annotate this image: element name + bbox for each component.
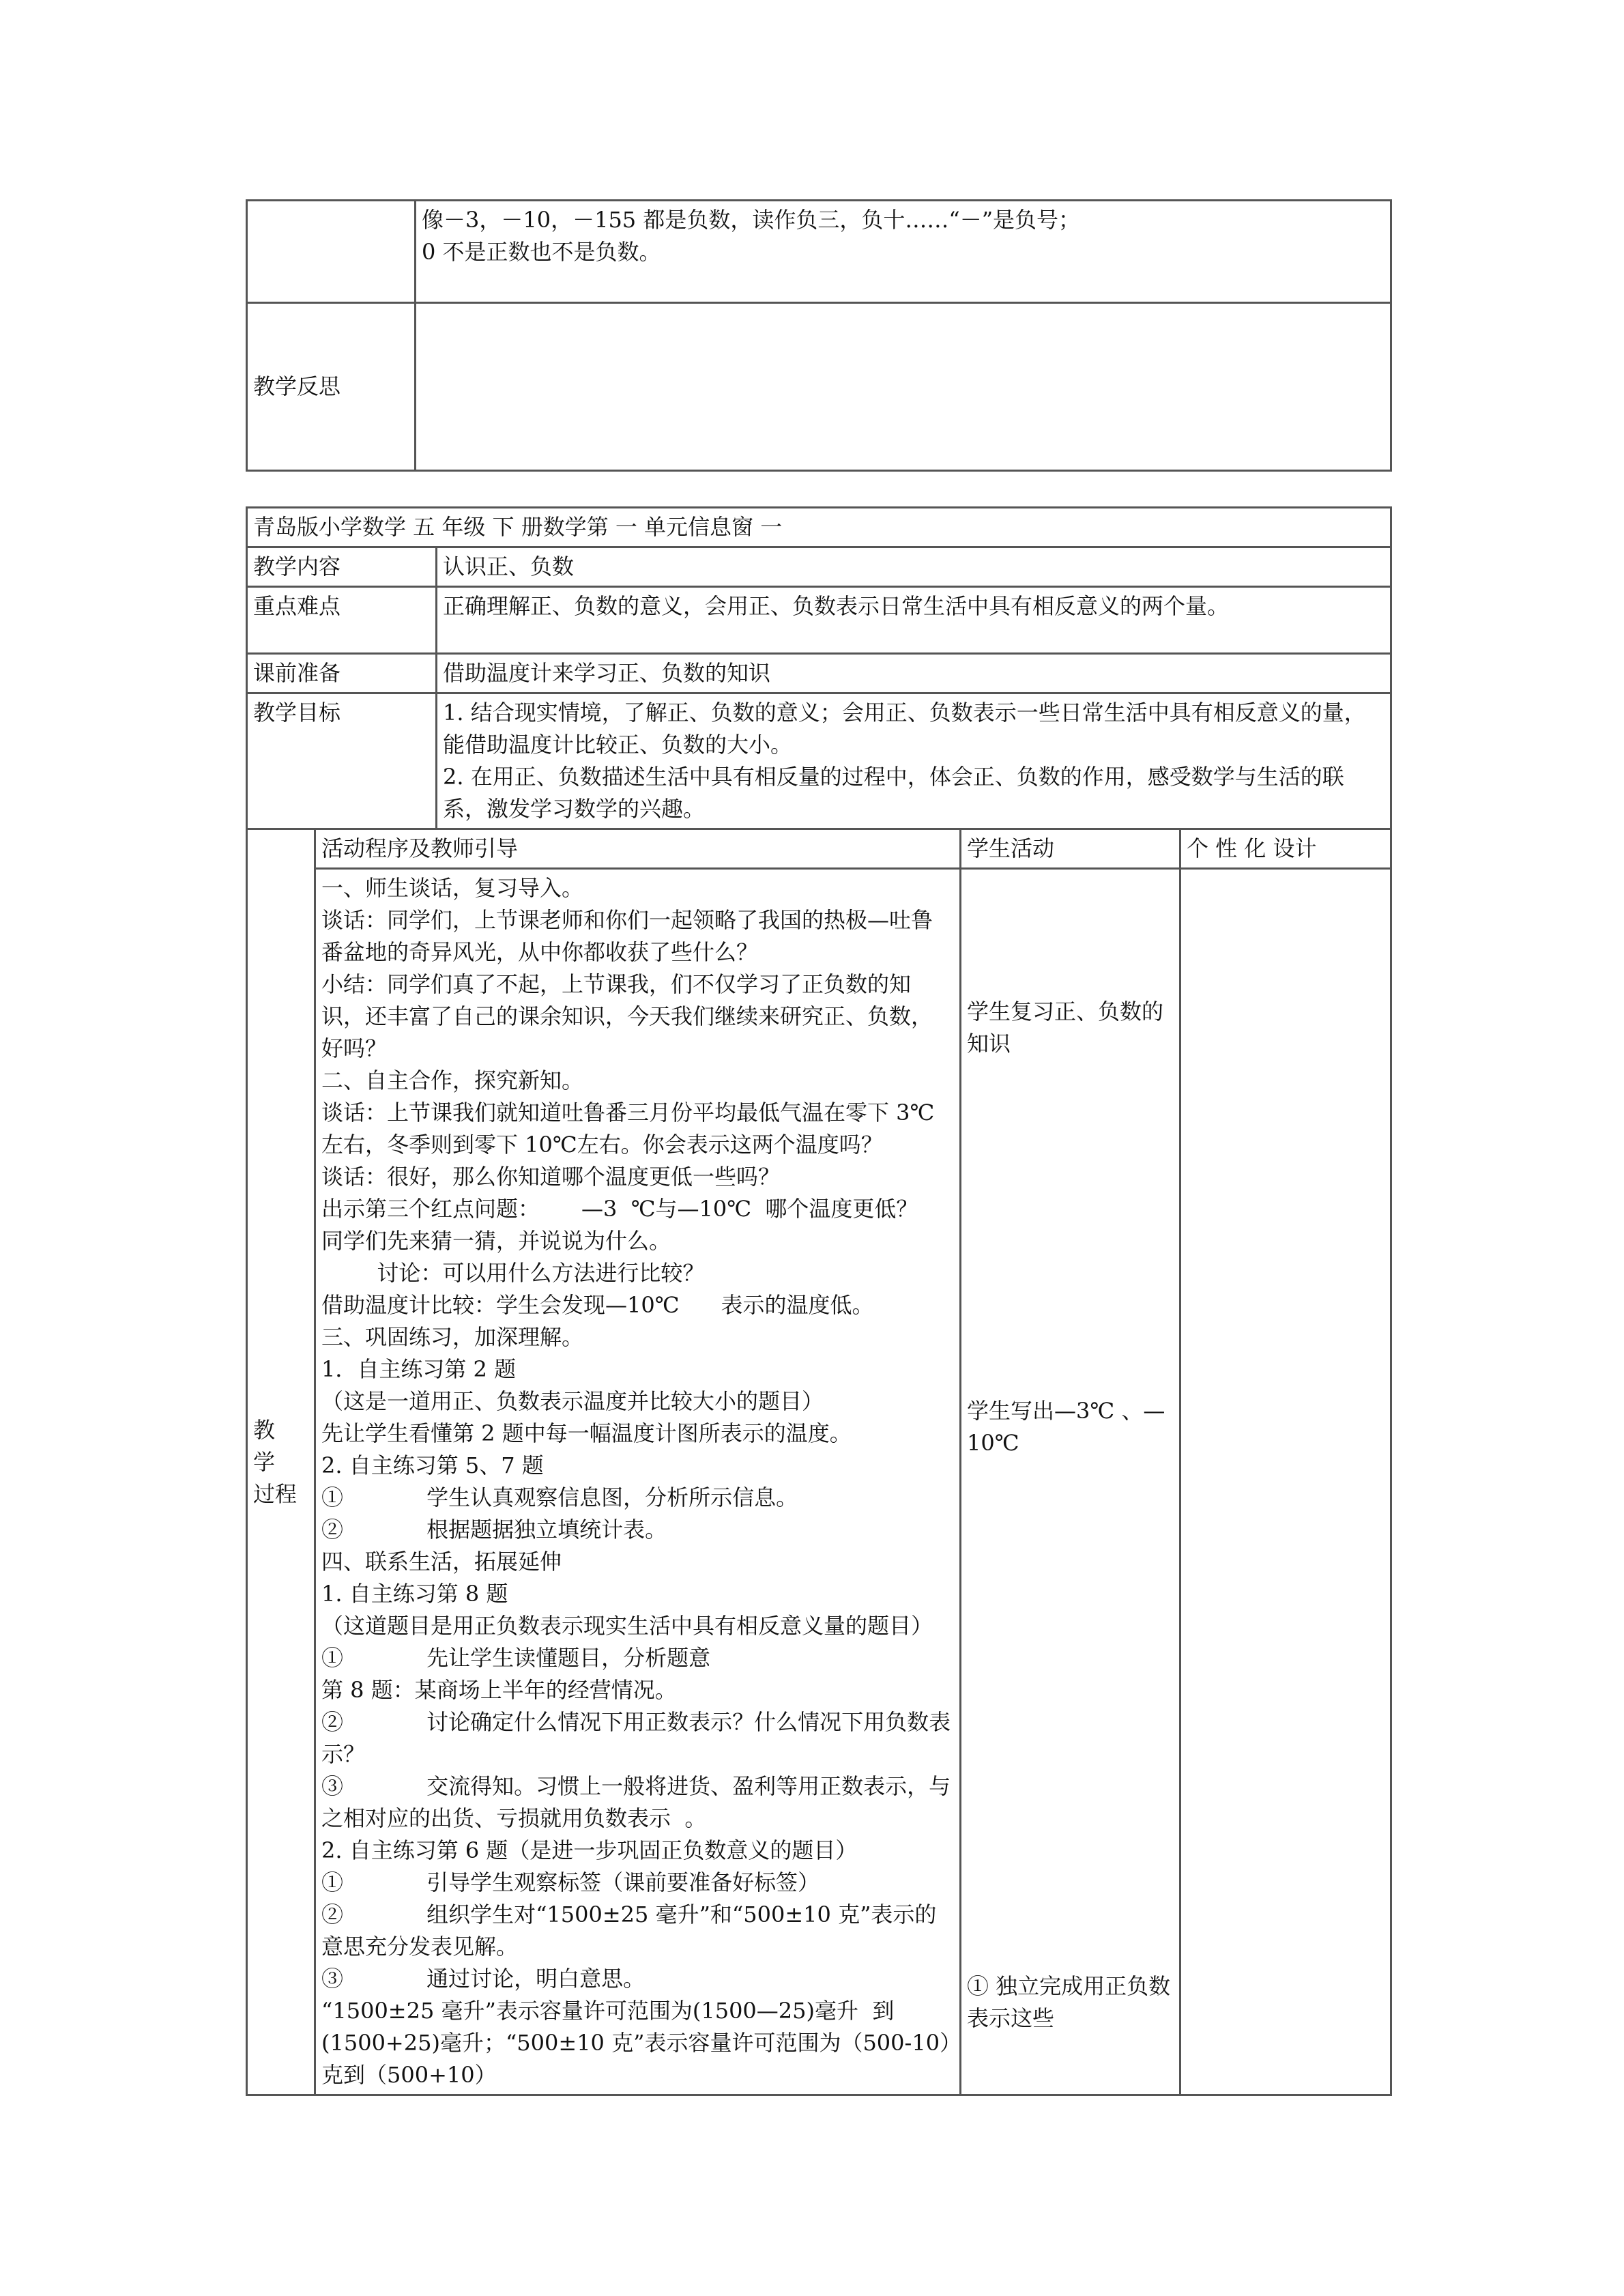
activity-line: 借助温度计比较：学生会发现—10℃ 表示的温度低。 [321, 1292, 874, 1318]
activity-line: 先让学生看懂第 2 题中每一幅温度计图所表示的温度。 [321, 1420, 852, 1446]
activity-line: ① 先让学生读懂题目，分析题意 [321, 1645, 711, 1671]
note-line-2: 0 不是正数也不是负数。 [422, 239, 661, 265]
goal-value [437, 693, 1391, 829]
activity-line: ② 讨论确定什么情况下用正数表示？什么情况下用负数表示？ [321, 1709, 951, 1767]
activity-line: 第 8 题：某商场上半年的经营情况。 [321, 1677, 677, 1703]
activity-line: （这是一道用正、负数表示温度并比较大小的题目） [321, 1388, 824, 1414]
key-value: 正确理解正、负数的意义，会用正、负数表示日常生活中具有相反意义的两个量。 [437, 587, 1391, 654]
empty-label-cell [247, 201, 416, 303]
activity-line: 2. 自主练习第 6 题（是进一步巩固正负数意义的题目） [321, 1837, 858, 1863]
activity-line: 四、联系生活，拓展延伸 [321, 1549, 562, 1575]
student-activity-column [961, 869, 1180, 2095]
activity-line: 2. 自主练习第 5、7 题 [321, 1452, 544, 1478]
activity-list [321, 872, 954, 2091]
content-label: 教学内容 [247, 547, 437, 587]
lesson-plan-table [246, 506, 1392, 2096]
goal-2: 2. 在用正、负数描述生活中具有相反量的过程中，体会正、负数的作用，感受数学与生活的联系，激发学习数学的兴趣。 [443, 764, 1344, 822]
activity-line: ② 组织学生对“1500±25 毫升”和“500±10 克”表示的意思充分发表见解。 [321, 1902, 937, 1960]
activity-line: ③ 通过讨论，明白意思。 [321, 1966, 646, 1992]
reflection-label: 教学反思 [247, 303, 416, 471]
col-personal-header: 个 性 化 设计 [1180, 829, 1391, 869]
activity-line: “1500±25 毫升”表示容量许可范围为(1500—25)毫升 到(1500+25)毫升；“500±10 克”表示容量许可范围为（500-10）克到（500+10） [321, 1998, 951, 2088]
activity-line: 二、自主合作，探究新知。 [321, 1067, 584, 1093]
content-value: 认识正、负数 [437, 547, 1391, 587]
col-activity-header: 活动程序及教师引导 [315, 829, 961, 869]
activity-line: 谈话：同学们，上节课老师和你们一起领略了我国的热极—吐鲁番盆地的奇异风光，从中你都收获了些什么？ [321, 907, 933, 965]
activity-line: （这道题目是用正负数表示现实生活中具有相反意义量的题目） [321, 1613, 933, 1639]
activity-line: ② 根据题据独立填统计表。 [321, 1517, 667, 1542]
plan-header: 青岛版小学数学 五 年级 下 册数学第 一 单元信息窗 一 [247, 508, 1391, 547]
activity-line: 谈话：上节课我们就知道吐鲁番三月份平均最低气温在零下 3℃左右，冬季则到零下 10℃左右。你会表示这两个温度吗？ [321, 1100, 935, 1158]
activity-line: ① 引导学生观察标签（课前要准备好标签） [321, 1869, 820, 1895]
col-student-header: 学生活动 [961, 829, 1180, 869]
personal-design-column [1180, 869, 1391, 2095]
top-table [246, 199, 1392, 472]
activity-line: ③ 交流得知。习惯上一般将进货、盈利等用正数表示，与之相对应的出货、亏损就用负数表示 。 [321, 1773, 951, 1831]
goal-label: 教学目标 [247, 693, 437, 829]
student-activity-3: ① 独立完成用正负数表示这些 [967, 1973, 1171, 2031]
activity-line: 一、师生谈话，复习导入。 [321, 875, 584, 901]
prep-value: 借助温度计来学习正、负数的知识 [437, 654, 1391, 693]
note-line-1: 像－3，－10，－155 都是负数，读作负三，负十……“－”是负号； [422, 207, 1081, 233]
student-activity-2: 学生写出—3℃ 、—10℃ [967, 1398, 1165, 1456]
activity-line: 三、巩固练习，加深理解。 [321, 1324, 584, 1350]
goal-1: 1. 结合现实情境，了解正、负数的意义；会用正、负数表示一些日常生活中具有相反意义的量，能借助温度计比较正、负数的大小。 [443, 700, 1366, 758]
activity-line: ① 学生认真观察信息图，分析所示信息。 [321, 1484, 798, 1510]
activity-line: 谈话：很好，那么你知道哪个温度更低一些吗？ [321, 1164, 781, 1190]
activity-line: 1．自主练习第 2 题 [321, 1356, 517, 1382]
activity-line: 同学们先来猜一猜，并说说为什么。 [321, 1228, 671, 1254]
student-activity-1: 学生复习正、负数的知识 [967, 999, 1164, 1057]
reflection-content [416, 303, 1391, 471]
prep-label: 课前准备 [247, 654, 437, 693]
activity-line: 小结：同学们真了不起，上节课我，们不仅学习了正负数的知识，还丰富了自己的课余知识，今天我们继续来研究正、负数，好吗？ [321, 971, 933, 1061]
key-label: 重点难点 [247, 587, 437, 654]
negative-number-note [416, 201, 1391, 303]
activity-line: 讨论：可以用什么方法进行比较？ [321, 1260, 705, 1286]
activity-line: 1. 自主练习第 8 题 [321, 1581, 508, 1607]
process-label: 教 学 过程 [247, 829, 315, 2095]
activity-content [315, 869, 961, 2095]
activity-line: 出示第三个红点问题： —3 ℃与—10℃ 哪个温度更低？ [321, 1196, 918, 1222]
